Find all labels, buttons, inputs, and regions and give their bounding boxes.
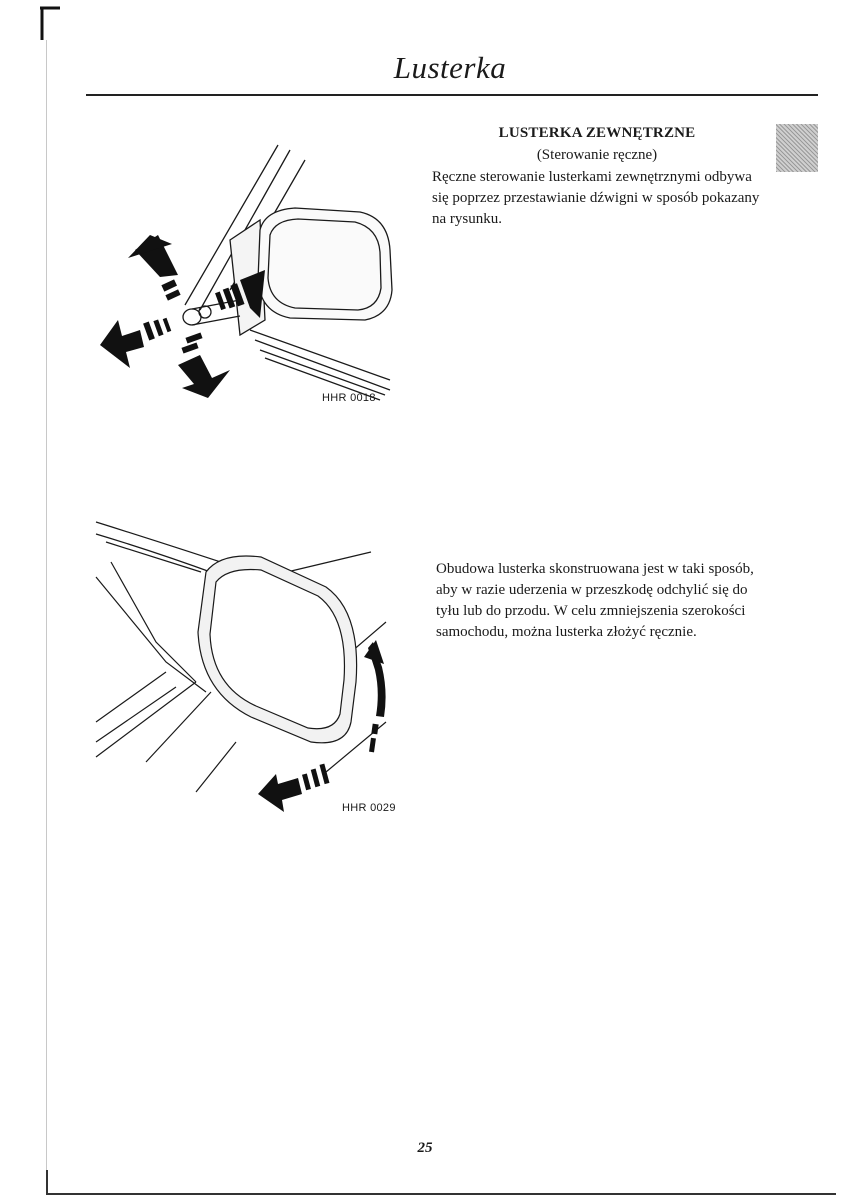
page-title: Lusterka: [393, 50, 507, 85]
paragraph-mirror-adjustment: Ręczne sterowanie lusterkami zewnętrznymi odbywa się poprzez przestawianie dźwigni w sposób pokazany na rysunku.: [432, 169, 760, 227]
section-subheading: (Sterowanie ręczne): [536, 147, 658, 163]
binding-edge-line: [46, 40, 47, 1190]
bottom-rule: [46, 1193, 836, 1195]
header-rule: [86, 94, 818, 96]
section-heading: LUSTERKA ZEWNĘTRZNE: [498, 125, 696, 141]
figure-caption-hhr-0018: HHR 0018: [322, 392, 376, 404]
bottom-corner-mark: [46, 1170, 48, 1195]
figure-caption-hhr-0029: HHR 0029: [342, 802, 396, 814]
mirror-adjust-lever-illustration: [90, 140, 410, 420]
mirror-fold-illustration: [86, 492, 416, 822]
paragraph-mirror-folding: Obudowa lusterka skonstruowana jest w taki sposób, aby w razie uderzenia w przeszkodę odchylić się do tyłu lub do przodu. W celu zmniejszenia szerokości samochodu, można lusterka złożyć ręcznie.: [436, 561, 754, 640]
page-number: 25: [417, 1140, 433, 1156]
section-thumb-tab: [776, 124, 818, 172]
corner-crop-mark: [38, 6, 62, 42]
